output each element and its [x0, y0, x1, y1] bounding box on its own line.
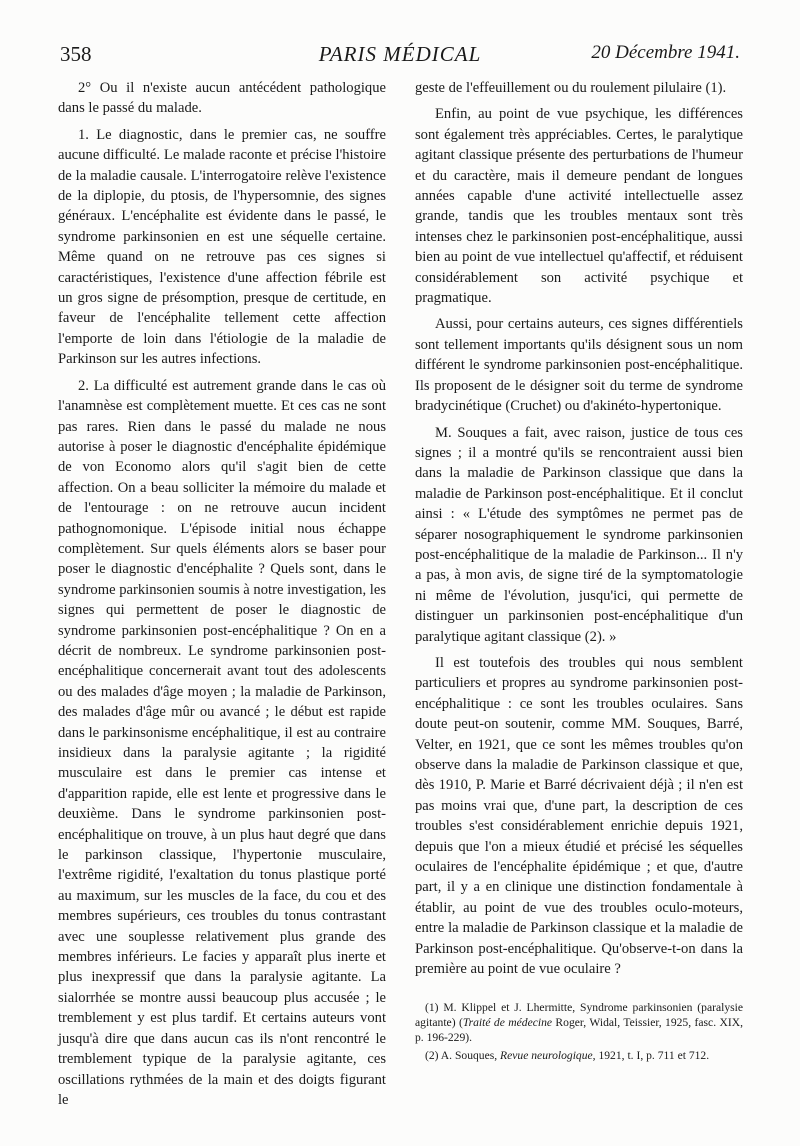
footnote-text: (1) M. Klippel et J. Lhermitte, Syndrome parkinsonien (paralysie agitante) ( — [415, 1001, 743, 1029]
footnote-1 — [415, 1000, 743, 1045]
footnote-text: 1921, t. I, p. 711 et 712. — [595, 1049, 710, 1062]
footnote-title: Revue neurologique, — [500, 1049, 596, 1062]
footnote-2 — [415, 1048, 743, 1063]
paragraph: Il est toutefois des troubles qui nous semblent particuliers et propres au syndrome parkinsonien post-encéphalitique : ce sont les troubles oculaires. Sans doute peut-on soutenir, comme MM. Souques, Barré, Velter, en 1921, que ce sont les mêmes troubles qu'on observe dans la maladie de Parkinson classique et que, dès 1910, P. Marie et Barré décrivaient déjà ; il n'en est pas moins vrai que, d'une part, la description de ces troubles s'est considérablement enrichie depuis 1921, depuis que l'on a mieux étudié et précisé les séquelles oculaires de l'encéphalite épidémique ; et que, d'autre part, il y a en clinique une distinction fondamentale à établir, au point de vue des troubles oculo-moteurs, entre la maladie de Parkinson classique et la maladie de Parkinson post-encéphalitique. Qu'observe-t-on dans la première au point de vue oculaire ? — [415, 654, 743, 978]
footnote-text: Roger, Widal, Teissier, 1925, fasc. XIX, p. 196-229). — [415, 1016, 743, 1044]
issue-date: 20 Décembre 1941. — [591, 42, 740, 63]
paragraph: geste de l'effeuillement ou du roulement pilulaire (1). — [415, 80, 727, 96]
left-column — [58, 78, 386, 1110]
page-number: 358 — [60, 42, 92, 66]
footnotes — [415, 1000, 743, 1066]
paragraph: 1. Le diagnostic, dans le premier cas, ne souffre aucune difficulté. Le malade raconte et précise l'histoire de la maladie causale. L'interrogatoire relève l'existence de la diplopie, du ptosis, de l'hypersomnie, des signes généraux. L'encéphalite est évidente dans le passé, le syndrome parkinsonien en est une séquelle certaine. Même quand on ne retrouve pas ces signes si caractéristiques, l'existence d'une affection fébrile est un gros signe de présomption, presque de certitude, en faveur de l'encéphalite tellement cette affection l'emporte de loin dans l'étiologie de la maladie de Parkinson sur les autres infections. — [58, 126, 386, 368]
right-column — [415, 78, 743, 985]
paragraph: M. Souques a fait, avec raison, justice de tous ces signes ; il a montré qu'ils se rencontraient aussi bien dans la maladie de Parkinson classique que dans la maladie de Parkinson post-encéphalitique. Et il conclut ainsi : « L'étude des symptômes ne permet pas de séparer nosographiquement le syndrome parkinsonien post-encéphalitique de la maladie de Parkinson... Il n'y a pas, à mon avis, de signe tiré de la symptomatologie ni même de l'évolution, jusqu'ici, qui permette de distinguer un parkinsonien post-encéphalitique d'un paralytique agitant classique (2). » — [415, 424, 743, 645]
running-header — [60, 42, 740, 70]
paragraph: Enfin, au point de vue psychique, les différences sont également très appréciables. Certes, le paralytique agitant classique présente des perturbations de l'humeur et du caractère, mais il demeure pendant de longues années capable d'une activité intellectuelle assez grande, tandis que les troubles mentaux sont très intenses chez le parkinsonien post-encéphalitique, aussi bien au point de vue intellectuel qu'affectif, et réduisent considérablement son activité psychique et pragmatique. — [415, 106, 743, 307]
footnote-title: Traité de médecine — [462, 1016, 553, 1029]
paragraph: 2° Ou il n'existe aucun antécédent pathologique dans le passé du malade. — [58, 80, 386, 117]
paragraph: 2. La difficulté est autrement grande dans le cas où l'anamnèse est complètement muette. Et ces cas ne sont pas rares. Rien dans le passé du malade ne nous autorise à poser le diagnostic d'encéphalite épidémique de von Economo alors qu'il s'agit bien de cette affection. On a beau solliciter la mémoire du malade et de l'entourage : on ne retrouve aucun incident pathognomonique. L'épisode initial nous échappe complètement. Sur quels éléments alors se baser pour poser le diagnostic d'encéphalite ? Quels sont, dans le syndrome parkinsonien soumis à notre investigation, les signes qui permettent de poser le diagnostic de syndrome parkinsonien post-encéphalitique ? On en a décrit de nombreux. Le syndrome parkinsonien post-encéphalitique concernerait avant tout des adolescents ou des malades d'âge moyen ; la maladie de Parkinson, des malades d'âge mûr ou avancé ; le début est rapide dans le parkinsonisme encéphalitique, il est au contraire insidieux dans la paralysie agitante ; la rigidité musculaire est dans le premier cas intense et d'apparition rapide, elle est lente et progressive dans le deuxième. Dans le syndrome parkinsonien post-encéphalitique on trouve, à un plus haut degré que dans le parkinson classique, l'hypertonie musculaire, l'extrême rigidité, l'exaltation du tonus plastique porté au maximum, sur les muscles de la face, du cou et des membres supérieurs, ces troubles du tonus contrastant avec une souplesse relativement plus grande des membres inférieurs. Le facies y apparaît plus inerte et plus inexpressif que dans la paralysie agitante. La sialorrhée se montre aussi beaucoup plus accusée ; le tremblement y est plus tardif. Et certains auteurs vont jusqu'à dire que dans aucun cas ils n'ont rencontré le tremblement typique de la paralysie agitante, ces oscillations rythmées de la main et des doigts figurant le — [58, 377, 386, 1108]
paragraph: Aussi, pour certains auteurs, ces signes différentiels sont tellement importants qu'ils désignent sous un nom différent le syndrome parkinsonien post-encéphalitique. Ils proposent de le désigner soit du terme de syndrome bradycinétique (Cruchet) ou d'akinéto-hypertonique. — [415, 316, 743, 415]
footnote-text: (2) A. Souques, — [425, 1049, 501, 1062]
journal-title: PARIS MÉDICAL — [318, 42, 482, 66]
